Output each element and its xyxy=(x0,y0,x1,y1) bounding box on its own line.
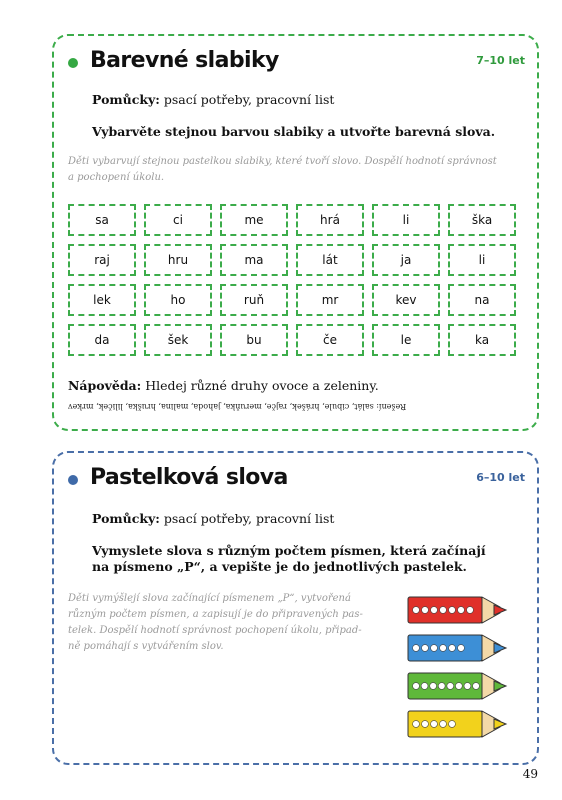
syllable-cell: hrá xyxy=(296,204,364,236)
instruction-line: Vymyslete slova s různým počtem písmen, která začínají xyxy=(92,543,486,558)
hint-line: Děti vymýšlejí slova začínající písmenem „P“, vytvořená xyxy=(68,593,351,604)
syllable-cell: šek xyxy=(144,324,212,356)
syllable-cell: lek xyxy=(68,284,136,316)
syllable-cell: raj xyxy=(68,244,136,276)
letter-circle xyxy=(431,721,438,728)
pencil xyxy=(408,711,506,737)
hint-line: ně pomáhají s vytvářením slov. xyxy=(68,641,224,652)
hint-line: různým počtem písmen, a zapisují je do připravených pas- xyxy=(68,609,363,620)
card-title: Barevné slabiky xyxy=(90,48,279,73)
aids-line xyxy=(92,511,334,527)
aids-label: Pomůcky: xyxy=(92,92,160,107)
upside-down-solution: Řešení: salát, cibule, hrášek, rajče, meruňka, jahoda, malina, hruška, liliček, mrkev xyxy=(68,402,407,411)
pencils-illustration xyxy=(404,591,509,741)
hint-line: Děti vybarvují stejnou pastelkou slabiky, které tvoří slovo. Dospělí hodnotí správnost xyxy=(68,156,497,167)
letter-circle xyxy=(438,683,445,690)
syllable-cell: lát xyxy=(296,244,364,276)
syllable-cell: ci xyxy=(144,204,212,236)
pencil xyxy=(408,597,506,623)
letter-circle xyxy=(440,607,447,614)
letter-circle xyxy=(458,607,465,614)
letter-circle xyxy=(467,607,474,614)
syllable-cell: hru xyxy=(144,244,212,276)
letter-circle xyxy=(449,607,456,614)
letter-circle xyxy=(447,683,454,690)
letter-circle xyxy=(413,721,420,728)
activity-card-barevne-slabiky xyxy=(52,34,539,431)
hint-line: a pochopení úkolu. xyxy=(68,172,165,183)
letter-circle xyxy=(413,607,420,614)
letter-circle xyxy=(430,683,437,690)
aids-text: psací potřeby, pracovní list xyxy=(159,511,335,526)
instruction-line: na písmeno „P“, a vepište je do jednotlivých pastelek. xyxy=(92,559,467,574)
syllable-grid xyxy=(68,204,518,356)
letter-circle xyxy=(449,721,456,728)
bullet-dot xyxy=(68,475,78,485)
syllable-cell: če xyxy=(296,324,364,356)
syllable-cell: li xyxy=(448,244,516,276)
letter-circle xyxy=(473,683,480,690)
syllable-cell: ma xyxy=(220,244,288,276)
letter-circle xyxy=(431,645,438,652)
tip-line xyxy=(68,378,379,393)
letter-circle xyxy=(464,683,471,690)
letter-circle xyxy=(431,607,438,614)
age-label: 6–10 let xyxy=(476,471,525,484)
letter-circle xyxy=(413,683,420,690)
syllable-cell: le xyxy=(372,324,440,356)
card-title: Pastelková slova xyxy=(90,465,288,490)
letter-circle xyxy=(455,683,462,690)
hint-line: telek. Dospělí hodnotí správnost pochopení úkolu, připad- xyxy=(68,625,362,636)
letter-circle xyxy=(440,645,447,652)
aids-line xyxy=(92,92,334,108)
syllable-cell: bu xyxy=(220,324,288,356)
aids-text: psací potřeby, pracovní list xyxy=(159,92,335,107)
activity-card-pastelkova-slova xyxy=(52,451,539,765)
page-number: 49 xyxy=(522,767,538,781)
syllable-cell: mr xyxy=(296,284,364,316)
syllable-cell: li xyxy=(372,204,440,236)
letter-circle xyxy=(422,607,429,614)
pencil xyxy=(408,635,506,661)
bullet-dot xyxy=(68,58,78,68)
letter-circle xyxy=(421,683,428,690)
syllable-cell: ho xyxy=(144,284,212,316)
syllable-cell: ja xyxy=(372,244,440,276)
syllable-cell: sa xyxy=(68,204,136,236)
syllable-cell: na xyxy=(448,284,516,316)
pencil xyxy=(408,673,506,699)
tip-label: Nápověda: xyxy=(68,378,142,393)
syllable-cell: ruň xyxy=(220,284,288,316)
letter-circle xyxy=(458,645,465,652)
letter-circle xyxy=(422,721,429,728)
letter-circle xyxy=(422,645,429,652)
age-label: 7–10 let xyxy=(476,54,525,67)
tip-text: Hledej různé druhy ovoce a zeleniny. xyxy=(141,378,379,393)
syllable-cell: kev xyxy=(372,284,440,316)
letter-circle xyxy=(413,645,420,652)
syllable-cell: da xyxy=(68,324,136,356)
letter-circle xyxy=(449,645,456,652)
syllable-cell: me xyxy=(220,204,288,236)
instruction: Vybarvěte stejnou barvou slabiky a utvořte barevná slova. xyxy=(92,124,496,139)
aids-label: Pomůcky: xyxy=(92,511,160,526)
letter-circle xyxy=(440,721,447,728)
syllable-cell: ka xyxy=(448,324,516,356)
syllable-cell: ška xyxy=(448,204,516,236)
